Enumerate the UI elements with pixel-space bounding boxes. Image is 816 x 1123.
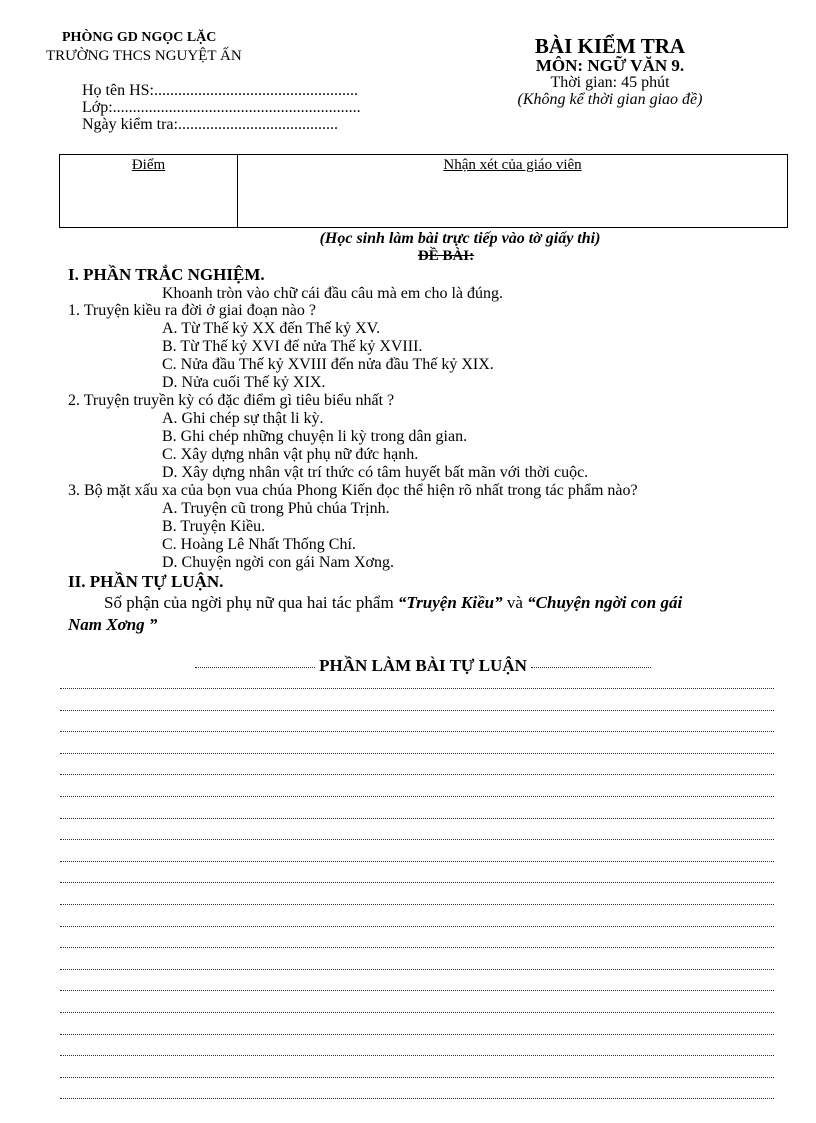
q3-option-a[interactable]: A. Truyện cũ trong Phủ chúa Trịnh. <box>162 500 390 517</box>
student-class-field[interactable]: Lớp:.............................................................. <box>82 99 361 116</box>
separator-right <box>531 667 651 668</box>
answer-line[interactable] <box>60 1034 774 1035</box>
answer-line[interactable] <box>60 818 774 819</box>
department-name: PHÒNG GD NGỌC LẶC <box>62 30 217 45</box>
q1-option-a[interactable]: A. Từ Thế kỷ XX đến Thế kỷ XV. <box>162 320 381 337</box>
comment-header: Nhận xét của giáo viên <box>443 157 582 173</box>
essay-prompt-text: Số phận của ngời phụ nữ qua hai tác phẩm <box>104 593 398 612</box>
answer-line[interactable] <box>60 839 774 840</box>
work-chuyen-nguoi-a: “Chuyện ngời con gái <box>527 593 683 612</box>
q3-option-c[interactable]: C. Hoàng Lê Nhất Thống Chí. <box>162 536 356 553</box>
q2-option-d[interactable]: D. Xây dựng nhân vật trí thức có tâm huyết bất mãn với thời cuộc. <box>162 464 589 481</box>
q1-option-b[interactable]: B. Từ Thế kỷ XVI đế nửa Thế kỷ XVIII. <box>162 338 423 355</box>
answer-heading-row <box>172 656 674 676</box>
answer-line[interactable] <box>60 1077 774 1078</box>
answer-line[interactable] <box>60 796 774 797</box>
answer-line[interactable] <box>60 861 774 862</box>
school-name: TRƯỜNG THCS NGUYỆT ẤN <box>46 48 242 64</box>
essay-conj: và <box>502 593 528 612</box>
answer-line[interactable] <box>60 882 774 883</box>
answer-heading: PHẦN LÀM BÀI TỰ LUẬN <box>319 656 527 675</box>
exam-subject: MÔN: NGỮ VĂN 9. <box>535 56 685 75</box>
answer-line[interactable] <box>60 731 774 732</box>
exam-time-note: (Không kể thời gian giao đề) <box>517 91 703 108</box>
separator-left <box>195 667 315 668</box>
student-info <box>82 82 361 133</box>
answer-line[interactable] <box>60 1098 774 1099</box>
answer-line[interactable] <box>60 904 774 905</box>
answer-line[interactable] <box>60 710 774 711</box>
q3-option-b[interactable]: B. Truyện Kiều. <box>162 518 266 535</box>
part2-title: II. PHẦN TỰ LUẬN. <box>68 572 224 591</box>
q1-option-d[interactable]: D. Nửa cuối Thế kỷ XIX. <box>162 374 326 391</box>
answer-line[interactable] <box>60 753 774 754</box>
part1-intro: Khoanh tròn vào chữ cái đầu câu mà em cho là đúng. <box>162 285 503 302</box>
q2-option-a[interactable]: A. Ghi chép sự thật li kỳ. <box>162 410 324 427</box>
answer-line[interactable] <box>60 990 774 991</box>
q3-option-d[interactable]: D. Chuyện ngời con gái Nam Xơng. <box>162 554 394 571</box>
answer-line[interactable] <box>60 774 774 775</box>
answer-line[interactable] <box>60 969 774 970</box>
exam-date-field[interactable]: Ngày kiểm tra:........................................ <box>82 116 338 133</box>
question-1: 1. Truyện kiều ra đời ở giai đoạn nào ? <box>68 302 316 319</box>
work-chuyen-nguoi-b: Nam Xơng ” <box>68 615 158 634</box>
q1-option-c[interactable]: C. Nửa đầu Thế kỷ XVIII đến nửa đầu Thế kỷ XIX. <box>162 356 494 373</box>
work-truyen-kieu: “Truyện Kiều” <box>397 593 503 612</box>
student-name-field[interactable]: Họ tên HS:................................................... <box>82 82 358 99</box>
grade-table <box>59 154 788 228</box>
question-3: 3. Bộ mặt xấu xa của bọn vua chúa Phong Kiến đọc thể hiện rõ nhất trong tác phẩm nào? <box>68 482 638 499</box>
instruction: (Học sinh làm bài trực tiếp vào tờ giấy thi) <box>319 230 601 247</box>
score-header: Điểm <box>131 157 166 173</box>
answer-line[interactable] <box>60 1055 774 1056</box>
answer-line[interactable] <box>60 1012 774 1013</box>
exam-time: Thời gian: 45 phút <box>550 74 670 91</box>
essay-prompt <box>104 593 682 613</box>
exam-header <box>440 34 780 109</box>
exam-title: BÀI KIỂM TRA <box>534 34 686 58</box>
exam-heading: ĐỀ BÀI: <box>417 248 475 264</box>
q2-option-c[interactable]: C. Xây dựng nhân vật phụ nữ đức hạnh. <box>162 446 419 463</box>
answer-line[interactable] <box>60 947 774 948</box>
part1-title: I. PHẦN TRẮC NGHIỆM. <box>68 265 265 284</box>
question-2: 2. Truyện truyền kỳ có đặc điểm gì tiêu biểu nhất ? <box>68 392 395 409</box>
answer-line[interactable] <box>60 926 774 927</box>
answer-line[interactable] <box>60 688 774 689</box>
q2-option-b[interactable]: B. Ghi chép những chuyện li kỳ trong dân gian. <box>162 428 468 445</box>
